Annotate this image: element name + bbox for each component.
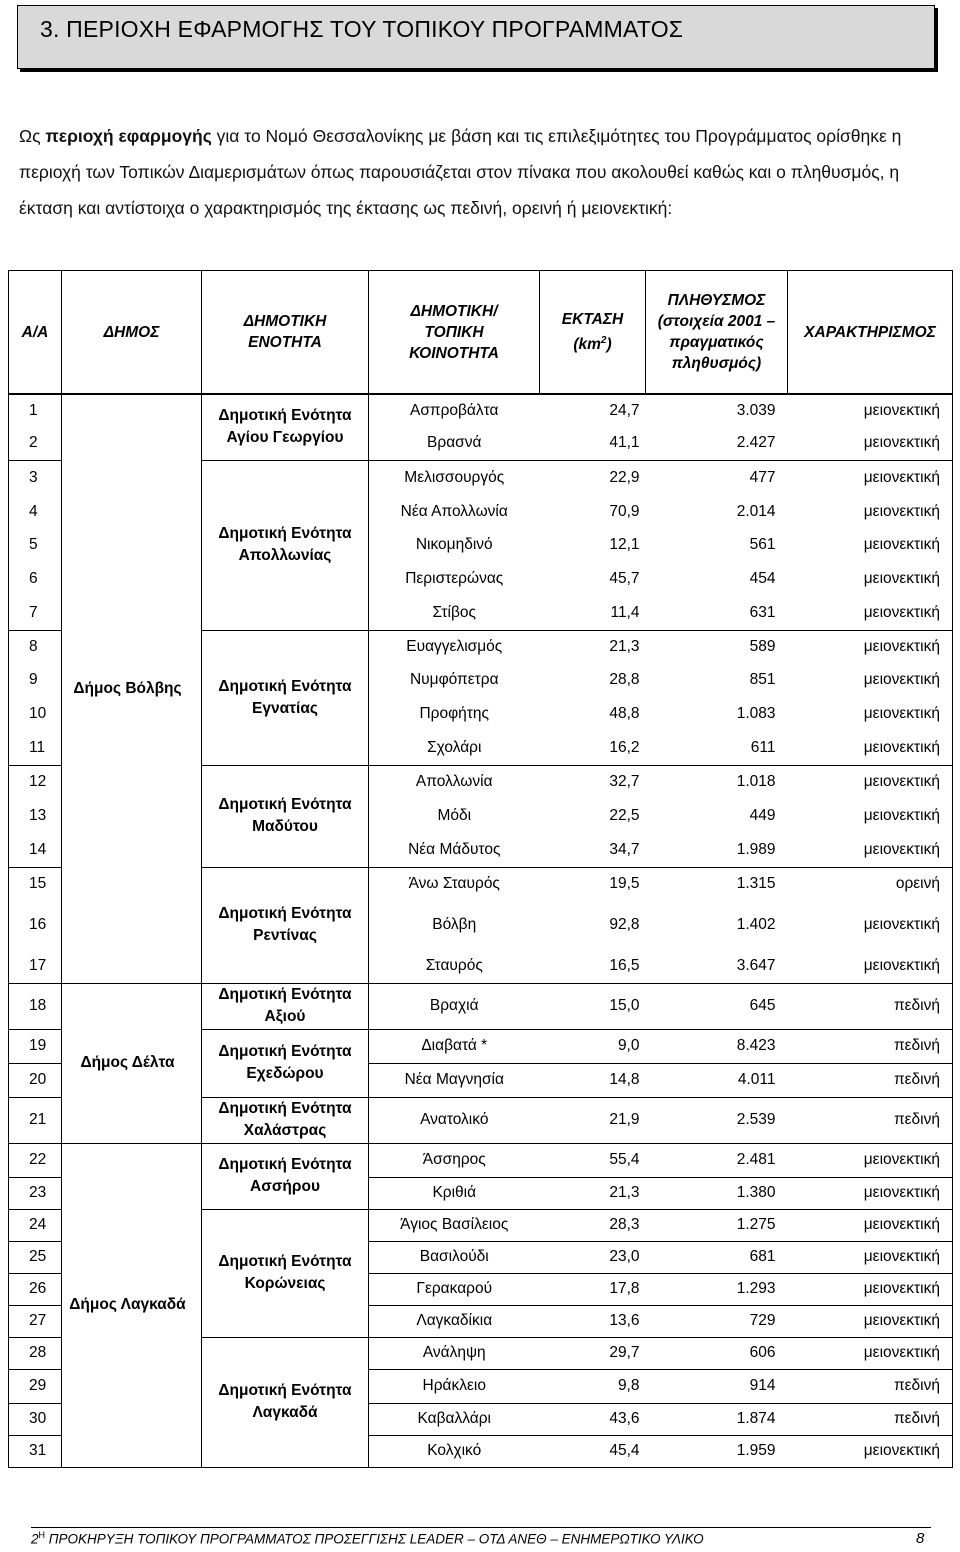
- characterization-cell: μειονεκτική: [788, 1273, 953, 1305]
- characterization-cell: μειονεκτική: [788, 765, 953, 799]
- municipality-cell: Δήμος Λαγκαδά: [62, 1143, 202, 1467]
- population-cell: 1.402: [736, 916, 776, 933]
- characterization-cell: πεδινή: [788, 1097, 953, 1143]
- municipal-unit-cell: Δημοτική Ενότητα Αγίου Γεωργίου: [202, 394, 369, 460]
- characterization-cell: μειονεκτική: [788, 1435, 953, 1467]
- area-cell: 92,8: [609, 916, 640, 933]
- area-cell: 12,1: [609, 536, 640, 553]
- area-cell: 16,2: [609, 738, 640, 756]
- characterization-cell: μειονεκτική: [788, 731, 953, 765]
- row-number: 9: [9, 663, 62, 697]
- characterization-cell: μειονεκτική: [788, 528, 953, 562]
- row-number: 23: [9, 1177, 62, 1209]
- characterization-cell: μειονεκτική: [788, 799, 953, 833]
- header-area-sup: 2: [600, 334, 607, 346]
- intro-text: για το Νομό Θεσσαλονίκης με βάση και τις επιλεξιμότητες του Προγράμματος ορίσθηκε η περιοχή των Τοπικών Διαμερισμάτων όπως παρουσιάζεται στον πίνακα που ακολουθεί καθώς και ο πληθυσμός, η έκταση και αντίστοιχα ο χαρακτηρισμός της έκτασης ως πεδινή, ορεινή ή μειονεκτική:: [19, 125, 902, 218]
- area-cell: 21,3: [540, 1177, 646, 1209]
- community-cell: Ανάληψη: [369, 1337, 540, 1369]
- area-cell: 43,6: [540, 1403, 646, 1435]
- population-cell: 8.423: [646, 1029, 788, 1063]
- characterization-cell: μειονεκτική: [788, 596, 953, 630]
- page-number: 8: [916, 1530, 925, 1547]
- community-cell: Μελισσουργός: [369, 460, 540, 495]
- municipal-unit-cell: Δημοτική Ενότητα Απολλωνίας: [202, 460, 369, 630]
- table-header-row: [9, 271, 953, 395]
- row-number: 18: [9, 983, 62, 1029]
- community-cell: Γερακαρού: [369, 1273, 540, 1305]
- population-cell: 454: [749, 570, 776, 587]
- community-cell: Καβαλλάρι: [369, 1403, 540, 1435]
- population-cell: 4.011: [646, 1063, 788, 1097]
- community-cell: Ηράκλειο: [369, 1369, 540, 1403]
- population-cell: 851: [749, 671, 776, 688]
- footer-text: [31, 1530, 704, 1547]
- population-cell: 606: [646, 1337, 788, 1369]
- header-municipal-unit: [202, 271, 369, 395]
- footer-rule: [31, 1527, 931, 1528]
- community-cell: Προφήτης: [369, 697, 540, 731]
- population-cell: 729: [646, 1305, 788, 1337]
- intro-paragraph: [19, 118, 934, 226]
- table-row: [9, 394, 953, 427]
- row-number: 10: [9, 697, 62, 731]
- population-cell: 1.989: [736, 840, 776, 858]
- community-cell: Νυμφόπετρα: [369, 663, 540, 697]
- row-number: 1: [9, 394, 62, 427]
- area-cell: 45,7: [609, 570, 640, 587]
- community-cell: Νέα Απολλωνία: [369, 495, 540, 528]
- header-characterization: ΧΑΡΑΚΤΗΡΙΣΜΟΣ: [788, 271, 953, 395]
- area-cell: 19,5: [540, 867, 646, 901]
- section-heading: 3. ΠΕΡΙΟΧΗ ΕΦΑΡΜΟΓΗΣ ΤΟΥ ΤΟΠΙΚΟΥ ΠΡΟΓΡΑΜΜΑΤΟΣ: [40, 16, 684, 42]
- characterization-cell: μειονεκτική: [788, 630, 953, 663]
- population-cell: 589: [646, 630, 788, 663]
- header-municipality: ΔΗΜΟΣ: [62, 271, 202, 395]
- area-cell: 28,3: [540, 1209, 646, 1241]
- community-cell: Ευαγγελισμός: [369, 630, 540, 663]
- row-number: 29: [9, 1369, 62, 1403]
- area-cell: 21,3: [540, 630, 646, 663]
- row-number: 30: [9, 1403, 62, 1435]
- community-cell: Περιστερώνας: [369, 562, 540, 596]
- community-cell: Ανατολικό: [369, 1097, 540, 1143]
- row-number: 21: [9, 1097, 62, 1143]
- area-cell: 16,5: [609, 956, 640, 974]
- row-number: 4: [9, 495, 62, 528]
- municipality-cell: Δήμος Βόλβης: [62, 394, 202, 983]
- characterization-cell: μειονεκτική: [788, 663, 953, 697]
- characterization-cell: μειονεκτική: [788, 833, 953, 867]
- municipal-unit-cell: Δημοτική Ενότητα Μαδύτου: [202, 765, 369, 867]
- row-number: 13: [9, 799, 62, 833]
- row-number: 15: [9, 867, 62, 901]
- section-heading-box: [17, 5, 935, 69]
- row-number: 20: [9, 1063, 62, 1097]
- area-cell: 23,0: [540, 1241, 646, 1273]
- community-cell: Σταυρός: [369, 949, 540, 983]
- community-cell: Κριθιά: [369, 1177, 540, 1209]
- table-row: [9, 1143, 953, 1177]
- characterization-cell: μειονεκτική: [788, 949, 953, 983]
- row-number: 6: [9, 562, 62, 596]
- row-number: 5: [9, 528, 62, 562]
- row-number: 7: [9, 596, 62, 630]
- population-cell: 2.539: [646, 1097, 788, 1143]
- footer-number: 2: [31, 1531, 39, 1547]
- population-cell: 3.039: [646, 394, 788, 427]
- characterization-cell: μειονεκτική: [788, 460, 953, 495]
- municipal-unit-cell: Δημοτική Ενότητα Λαγκαδά: [202, 1337, 369, 1467]
- characterization-cell: μειονεκτική: [788, 562, 953, 596]
- area-cell: 17,8: [540, 1273, 646, 1305]
- population-cell: 645: [646, 983, 788, 1029]
- area-cell: 14,8: [540, 1063, 646, 1097]
- intro-prefix: Ως: [19, 125, 46, 146]
- area-cell: 29,7: [540, 1337, 646, 1369]
- area-cell: 13,6: [540, 1305, 646, 1337]
- row-number: 3: [9, 460, 62, 495]
- municipal-unit-cell: Δημοτική Ενότητα Αξιού: [202, 983, 369, 1029]
- community-cell: Βασιλούδι: [369, 1241, 540, 1273]
- row-number: 17: [9, 949, 62, 983]
- population-cell: 1.275: [646, 1209, 788, 1241]
- population-cell: 477: [646, 460, 788, 495]
- community-cell: Στίβος: [369, 596, 540, 630]
- row-number: 2: [9, 427, 62, 460]
- footer-title: ΠΡΟΚΗΡΥΞΗ ΤΟΠΙΚΟΥ ΠΡΟΓΡΑΜΜΑΤΟΣ ΠΡΟΣΕΓΓΙΣΗΣ LEADER – ΟΤΔ ΑΝΕΘ – ΕΝΗΜΕΡΩΤΙΚΟ ΥΛΙΚΟ: [45, 1531, 704, 1547]
- municipal-unit-cell: Δημοτική Ενότητα Ρεντίνας: [202, 867, 369, 983]
- population-cell: 1.959: [646, 1435, 788, 1467]
- characterization-cell: πεδινή: [788, 983, 953, 1029]
- population-cell: 2.481: [646, 1143, 788, 1177]
- community-cell: Απολλωνία: [369, 765, 540, 799]
- population-cell: 611: [750, 738, 776, 756]
- area-cell: 32,7: [540, 765, 646, 799]
- municipal-unit-cell: Δημοτική Ενότητα Κορώνειας: [202, 1209, 369, 1337]
- header-area-end: ): [606, 336, 612, 354]
- characterization-cell: πεδινή: [788, 1063, 953, 1097]
- community-cell: Νέα Μάδυτος: [369, 833, 540, 867]
- characterization-cell: μειονεκτική: [788, 1177, 953, 1209]
- header-community-text: ΔΗΜΟΤΙΚΗ/ ΤΟΠΙΚΗ ΚΟΙΝΟΤΗΤΑ: [409, 302, 499, 362]
- population-cell: 1.293: [646, 1273, 788, 1305]
- header-population-text: ΠΛΗΘΥΣΜΟΣ (στοιχεία 2001 – πραγματικός πληθυσμός): [657, 292, 776, 372]
- area-cell: 21,9: [540, 1097, 646, 1143]
- characterization-cell: μειονεκτική: [788, 427, 953, 460]
- characterization-cell: μειονεκτική: [788, 1143, 953, 1177]
- characterization-cell: πεδινή: [788, 1029, 953, 1063]
- area-cell: 22,5: [609, 807, 640, 824]
- area-cell: 48,8: [609, 705, 640, 722]
- municipal-unit-cell: Δημοτική Ενότητα Εχεδώρου: [202, 1029, 369, 1097]
- row-number: 8: [9, 630, 62, 663]
- row-number: 27: [9, 1305, 62, 1337]
- characterization-cell: μειονεκτική: [788, 1209, 953, 1241]
- area-cell: 41,1: [609, 434, 640, 452]
- area-cell: 24,7: [540, 394, 646, 427]
- characterization-cell: μειονεκτική: [788, 901, 953, 949]
- population-cell: 1.018: [646, 765, 788, 799]
- header-community: [369, 271, 540, 395]
- application-area-table: [8, 270, 953, 1468]
- characterization-cell: μειονεκτική: [788, 1305, 953, 1337]
- population-cell: 561: [749, 536, 776, 553]
- header-population: [646, 271, 788, 395]
- population-cell: 2.427: [736, 434, 776, 452]
- area-cell: 70,9: [609, 502, 640, 520]
- characterization-cell: πεδινή: [788, 1369, 953, 1403]
- community-cell: Άνω Σταυρός: [369, 867, 540, 901]
- characterization-cell: μειονεκτική: [788, 1337, 953, 1369]
- header-aa: Α/Α: [9, 271, 62, 395]
- row-number: 24: [9, 1209, 62, 1241]
- population-cell: 914: [646, 1369, 788, 1403]
- municipal-unit-cell: Δημοτική Ενότητα Χαλάστρας: [202, 1097, 369, 1143]
- row-number: 14: [9, 833, 62, 867]
- row-number: 12: [9, 765, 62, 799]
- population-cell: 3.647: [736, 956, 776, 974]
- characterization-cell: μειονεκτική: [788, 394, 953, 427]
- intro-bold-term: περιοχή εφαρμογής: [45, 125, 212, 146]
- population-cell: 449: [749, 807, 776, 824]
- community-cell: Νικομηδινό: [369, 528, 540, 562]
- header-area: [540, 271, 646, 395]
- community-cell: Βρασνά: [369, 427, 540, 460]
- row-number: 11: [9, 731, 62, 765]
- area-cell: 55,4: [540, 1143, 646, 1177]
- area-cell: 11,4: [610, 603, 640, 621]
- population-cell: 681: [646, 1241, 788, 1273]
- area-cell: 9,0: [540, 1029, 646, 1063]
- footer-superscript: Η: [38, 1530, 46, 1540]
- population-cell: 1.380: [646, 1177, 788, 1209]
- row-number: 19: [9, 1029, 62, 1063]
- population-cell: 1.315: [646, 867, 788, 901]
- header-municipal-unit-text: ΔΗΜΟΤΙΚΗ ΕΝΟΤΗΤΑ: [243, 313, 327, 351]
- area-cell: 22,9: [540, 460, 646, 495]
- community-cell: Άσσηρος: [369, 1143, 540, 1177]
- population-cell: 1.874: [646, 1403, 788, 1435]
- characterization-cell: μειονεκτική: [788, 697, 953, 731]
- characterization-cell: μειονεκτική: [788, 495, 953, 528]
- community-cell: Διαβατά *: [369, 1029, 540, 1063]
- community-cell: Μόδι: [369, 799, 540, 833]
- community-cell: Βόλβη: [369, 901, 540, 949]
- characterization-cell: πεδινή: [788, 1403, 953, 1435]
- population-cell: 1.083: [736, 705, 776, 722]
- area-cell: 15,0: [540, 983, 646, 1029]
- population-cell: 631: [749, 603, 776, 621]
- table-row: [9, 983, 953, 1029]
- row-number: 26: [9, 1273, 62, 1305]
- row-number: 22: [9, 1143, 62, 1177]
- community-cell: Βραχιά: [369, 983, 540, 1029]
- municipal-unit-cell: Δημοτική Ενότητα Εγνατίας: [202, 630, 369, 765]
- community-cell: Ασπροβάλτα: [369, 394, 540, 427]
- header-area-text: ΕΚΤΑΣΗ (km: [561, 310, 624, 354]
- area-cell: 45,4: [540, 1435, 646, 1467]
- row-number: 16: [9, 901, 62, 949]
- population-cell: 2.014: [736, 502, 776, 520]
- characterization-cell: μειονεκτική: [788, 1241, 953, 1273]
- area-cell: 28,8: [609, 671, 640, 688]
- row-number: 28: [9, 1337, 62, 1369]
- community-cell: Κολχικό: [369, 1435, 540, 1467]
- table-body: [9, 394, 953, 1467]
- community-cell: Λαγκαδίκια: [369, 1305, 540, 1337]
- area-cell: 9,8: [540, 1369, 646, 1403]
- row-number: 25: [9, 1241, 62, 1273]
- characterization-cell: ορεινή: [788, 867, 953, 901]
- municipality-cell: Δήμος Δέλτα: [62, 983, 202, 1143]
- community-cell: Νέα Μαγνησία: [369, 1063, 540, 1097]
- community-cell: Άγιος Βασίλειος: [369, 1209, 540, 1241]
- community-cell: Σχολάρι: [369, 731, 540, 765]
- row-number: 31: [9, 1435, 62, 1467]
- area-cell: 34,7: [609, 840, 640, 858]
- municipal-unit-cell: Δημοτική Ενότητα Ασσήρου: [202, 1143, 369, 1209]
